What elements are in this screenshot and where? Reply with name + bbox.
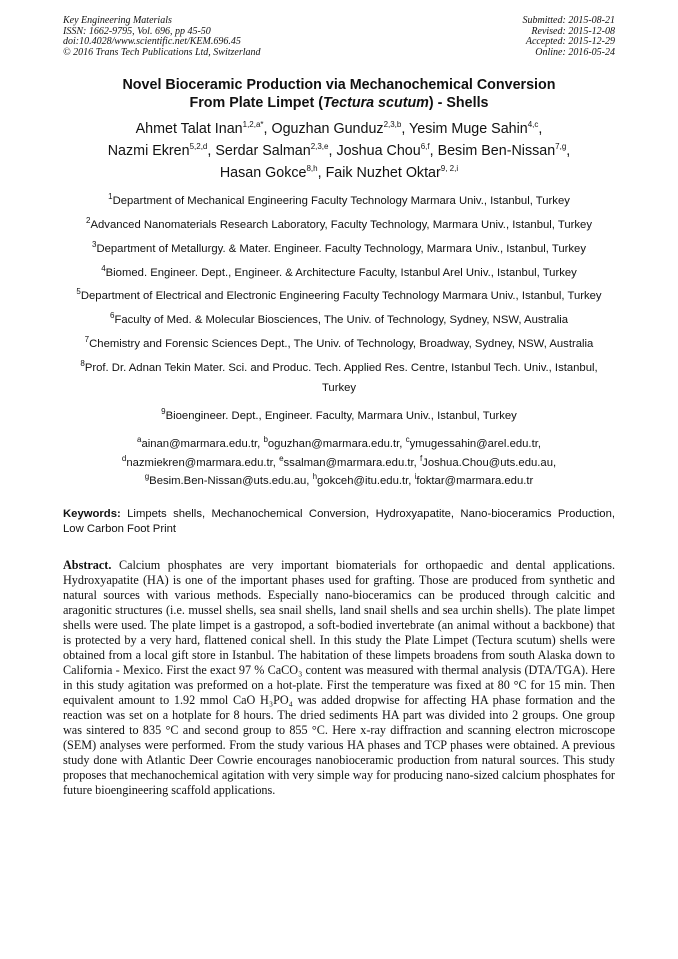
email-line bbox=[63, 433, 615, 451]
author-emails bbox=[63, 433, 615, 488]
keywords-section bbox=[63, 507, 615, 536]
author-name: Serdar Salman bbox=[215, 142, 311, 159]
journal-copyright: © 2016 Trans Tech Publications Ltd, Switzerland bbox=[63, 46, 261, 58]
author-name: Oguzhan Gunduz bbox=[271, 120, 384, 137]
date-revised: Revised: 2015-12-08 bbox=[531, 25, 615, 37]
email-address: ssalman@marmara.edu.tr, bbox=[283, 456, 420, 469]
affiliation-text: Bioengineer. Dept., Engineer. Faculty, Marmara Univ., Istanbul, Turkey bbox=[165, 410, 517, 423]
paper-page bbox=[63, 16, 615, 798]
title-text: From Plate Limpet ( bbox=[189, 95, 323, 111]
author-affiliation-mark: 2,3,e bbox=[310, 141, 329, 151]
affiliation bbox=[63, 190, 615, 208]
submission-dates bbox=[523, 16, 616, 58]
date-online: Online: 2016-05-24 bbox=[535, 46, 615, 58]
separator: , bbox=[317, 164, 326, 181]
author-line bbox=[63, 138, 615, 160]
abstract-text: Calcium phosphates are very important biomaterials for orthopaedic and dental applications. Hydroxyapatite (HA) is one of the important phases used for grafting. Those are produced from synthetic and natural sources with various methods. Especially nano-bioceramics can be produced through calcitic and aragonitic structures (i.e. mussel shells, sea snail shells, land snail shells and sea urchin shells). The plate limpet shells were used. The plate limpet is a gastropod, a soft-bodied invertebrate (an animal without a backbone) that is protected by a very hard, flattened conical shell. In this study the Plate Limpet (Tectura scutum) shells were obtained from a local gift store in Istanbul. The habitation of these limpets broadens from south Alaska down to California - Mexico. First the exact 97 % CaCO₃ content was measured with thermal analysis (DTA/TGA). Here in this study agitation was preformed on a hot-plate. First the temperature was fixed at 80 °C for 15 min. Then equivalent amount to 1.92 mmol CaO H₃PO₄ was added dropwise for affecting HA phase formation and the reaction was set on a hotplate for 8 hours. The dried sediments HA part was divided into 2 groups. One group was sintered to 835 °C and second group to 855 °C. Here x-ray diffraction and scanning electron microscope (SEM) analyses were performed. From the study various HA phases and TCP phases were obtained. A previous study done with Atlantic Deer Cowrie encourages nanobioceramic production from natural sources. This study proposes that mechanochemical agitation with very simple way for producing nano-sized calcium phosphates for future bioengineering scaffold applications. bbox=[63, 558, 615, 798]
author-affiliation-mark: 1,2,a* bbox=[242, 120, 264, 129]
email-mark: c bbox=[405, 435, 410, 445]
email-address: nazmiekren@marmara.edu.tr, bbox=[126, 456, 280, 469]
author-line bbox=[63, 160, 615, 182]
affiliation bbox=[63, 309, 615, 327]
email-address: oguzhan@marmara.edu.tr, bbox=[267, 437, 406, 450]
author-affiliation-mark: 7,g bbox=[555, 141, 567, 151]
paper-title bbox=[63, 76, 615, 112]
separator: , bbox=[538, 120, 543, 137]
email-mark: f bbox=[419, 453, 423, 463]
author-name: Faik Nuzhet Oktar bbox=[325, 164, 441, 181]
journal-name: Key Engineering Materials bbox=[63, 15, 172, 26]
separator: , bbox=[207, 142, 216, 159]
separator: , bbox=[429, 142, 438, 159]
affiliation-text: Faculty of Med. & Molecular Biosciences, The Univ. of Technology, Sydney, NSW, Australia bbox=[114, 313, 568, 326]
email-line bbox=[63, 470, 615, 488]
email-address: ainan@marmara.edu.tr, bbox=[141, 437, 264, 450]
author-list bbox=[63, 116, 615, 181]
affiliation-text: Department of Electrical and Electronic Engineering Faculty Technology Marmara Univ., Istanbul, Turkey bbox=[80, 290, 602, 303]
author-line bbox=[63, 116, 615, 138]
affiliation bbox=[63, 285, 615, 303]
email-mark: e bbox=[279, 453, 284, 463]
author-affiliation-mark: 9, 2,i bbox=[440, 163, 459, 173]
title-text: ) - Shells bbox=[428, 95, 489, 111]
separator: , bbox=[566, 142, 571, 159]
affiliation bbox=[63, 238, 615, 256]
affiliation-number: 4 bbox=[101, 263, 106, 273]
date-accepted: Accepted: 2015-12-29 bbox=[525, 36, 615, 47]
keywords-text: Limpets shells, Mechanochemical Conversion, Hydroxyapatite, Nano-bioceramics Production, Low Carbon Foot Print bbox=[63, 508, 615, 535]
affiliation-number: 2 bbox=[86, 216, 91, 226]
affiliation bbox=[63, 333, 615, 351]
affiliation bbox=[63, 214, 615, 232]
abstract-label: Abstract. bbox=[63, 558, 112, 573]
author-affiliation-mark: 6,f bbox=[420, 141, 430, 151]
affiliation-number: 7 bbox=[84, 334, 90, 344]
author-name: Joshua Chou bbox=[336, 142, 421, 159]
keywords-label: Keywords: bbox=[63, 508, 121, 521]
email-address: ymugessahin@arel.edu.tr, bbox=[409, 437, 541, 450]
email-line bbox=[63, 452, 615, 470]
author-affiliation-mark: 4,c bbox=[527, 120, 539, 129]
affiliation-text: Prof. Dr. Adnan Tekin Mater. Sci. and Produc. Tech. Applied Res. Centre, Istanbul Tech. Univ., Istanbul, Turkey bbox=[84, 361, 598, 395]
separator: , bbox=[401, 120, 410, 137]
email-address: gokceh@itu.edu.tr, bbox=[317, 474, 415, 487]
affiliation-text: Department of Mechanical Engineering Faculty Technology Marmara Univ., Istanbul, Turkey bbox=[112, 195, 570, 208]
journal-info bbox=[63, 16, 261, 58]
affiliation bbox=[63, 353, 615, 400]
affiliation-text: Biomed. Engineer. Dept., Engineer. & Architecture Faculty, Istanbul Arel Univ., Istanbul, Turkey bbox=[105, 266, 577, 279]
email-address: Besim.Ben-Nissan@uts.edu.au, bbox=[149, 474, 313, 487]
title-line-2 bbox=[63, 94, 615, 112]
separator: , bbox=[328, 142, 337, 159]
email-address: Joshua.Chou@uts.edu.au, bbox=[422, 456, 557, 469]
email-mark: b bbox=[263, 435, 268, 445]
email-mark: a bbox=[137, 435, 142, 445]
affiliation-number: 6 bbox=[110, 311, 115, 321]
date-submitted: Submitted: 2015-08-21 bbox=[522, 15, 615, 26]
separator: , bbox=[263, 120, 272, 137]
author-affiliation-mark: 5,2,d bbox=[189, 141, 208, 151]
affiliation-text: Chemistry and Forensic Sciences Dept., The Univ. of Technology, Broadway, Sydney, NSW, Australia bbox=[89, 337, 594, 350]
email-address: foktar@marmara.edu.tr bbox=[416, 474, 534, 487]
author-name: Yesim Muge Sahin bbox=[409, 120, 528, 137]
author-affiliation-mark: 2,3,b bbox=[383, 120, 402, 129]
affiliation-text: Department of Metallurgy. & Mater. Engineer. Faculty Technology, Marmara Univ., Istanbul, Turkey bbox=[96, 242, 586, 255]
affiliation-number: 3 bbox=[92, 239, 97, 249]
affiliation bbox=[63, 262, 615, 280]
author-name: Ahmet Talat Inan bbox=[135, 120, 243, 137]
email-mark: g bbox=[144, 471, 150, 481]
affiliation-number: 9 bbox=[161, 407, 166, 417]
title-species: Tectura scutum bbox=[322, 95, 429, 111]
affiliation-number: 8 bbox=[80, 358, 85, 368]
abstract-section bbox=[63, 558, 615, 798]
email-mark: d bbox=[121, 453, 127, 463]
affiliation-number: 1 bbox=[108, 192, 113, 202]
author-affiliation-mark: 8,h bbox=[306, 163, 318, 173]
affiliation-text: Advanced Nanomaterials Research Laboratory, Faculty Technology, Marmara Univ., Istanbul, Turkey bbox=[90, 218, 592, 231]
journal-issn: ISSN: 1662-9795, Vol. 696, pp 45-50 bbox=[63, 25, 211, 37]
email-mark: h bbox=[312, 471, 318, 481]
journal-header bbox=[63, 16, 615, 58]
title-line-1: Novel Bioceramic Production via Mechanochemical Conversion bbox=[122, 77, 556, 93]
email-mark: i bbox=[414, 471, 417, 481]
affiliation bbox=[63, 405, 615, 423]
author-name: Besim Ben-Nissan bbox=[437, 142, 556, 159]
journal-doi: doi:10.4028/www.scientific.net/KEM.696.45 bbox=[63, 36, 241, 47]
author-name: Nazmi Ekren bbox=[107, 142, 190, 159]
author-name: Hasan Gokce bbox=[219, 164, 307, 181]
affiliation-number: 5 bbox=[76, 287, 81, 297]
